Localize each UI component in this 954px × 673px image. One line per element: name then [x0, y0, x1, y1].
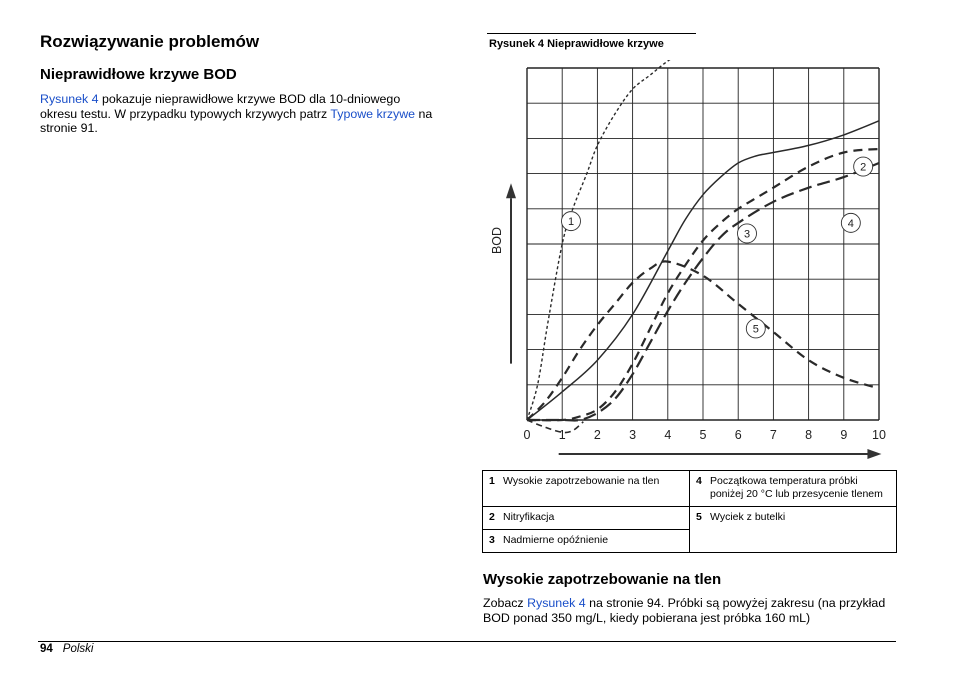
legend-text: Wysokie zapotrzebowanie na tlen: [503, 475, 660, 487]
intro-text-2: na stronie 91.: [40, 106, 433, 135]
footer: [40, 643, 93, 655]
x-tick-label: 6: [734, 428, 742, 442]
high-oxygen-paragraph: [483, 596, 903, 625]
y-axis-label: BOD: [490, 226, 504, 255]
legend-table: [482, 470, 897, 553]
x-tick-label: 7: [769, 428, 777, 442]
curve-marker-label: 2: [860, 161, 867, 174]
x-tick-label: 2: [593, 428, 601, 442]
x-axis-arrow-head: [867, 449, 881, 459]
legend-text: Nadmierne opóźnienie: [503, 534, 609, 546]
page-heading: Rozwiązywanie problemów: [40, 32, 260, 51]
section-heading-high-oxygen: Wysokie zapotrzebowanie na tlen: [483, 571, 722, 588]
figure-caption-rule: [487, 33, 696, 34]
legend-cell-1: [483, 471, 690, 507]
legend-text: Wyciek z butelki: [710, 511, 786, 523]
chart-grid: [527, 68, 879, 420]
x-tick-label: 3: [629, 428, 637, 442]
x-tick-label: 5: [699, 428, 707, 442]
page-number: 94: [40, 643, 53, 655]
curve-marker-label: 4: [847, 217, 854, 230]
section-heading-bod-curves: Nieprawidłowe krzywe BOD: [40, 66, 237, 83]
figure-4-link[interactable]: Rysunek 4: [40, 92, 99, 106]
footer-rule: [38, 641, 896, 642]
typical-curves-link[interactable]: Typowe krzywe: [330, 106, 416, 121]
series-line-extra: [527, 420, 583, 433]
legend-text: Nitryfikacja: [503, 511, 555, 523]
legend-num: 1: [489, 475, 495, 487]
x-tick-label: 9: [840, 428, 848, 442]
x-tick-label: 10: [872, 428, 886, 442]
figure-4-link-2[interactable]: Rysunek 4: [527, 596, 586, 610]
p2-text-2: na stronie 94. Próbki są powyżej zakresu (na przykład BOD ponad 350 mg/L, kiedy pobierana jest próbka 160 mL): [483, 596, 886, 625]
curve-marker-label: 1: [567, 216, 575, 229]
y-axis-arrow-head: [506, 183, 516, 198]
curve-marker-label: 3: [743, 228, 751, 241]
legend-text: Początkowa temperatura próbki poniżej 20 °C lub przesycenie tlenem: [710, 475, 883, 500]
legend-num: 3: [489, 534, 495, 546]
x-tick-label: 0: [523, 428, 531, 442]
chart-axes: [490, 183, 886, 459]
legend-cell-5: [690, 507, 897, 553]
series-line-1: [527, 60, 703, 420]
legend-num: 5: [696, 511, 702, 523]
legend-cell-2: [483, 507, 690, 530]
bod-chart: [486, 60, 896, 460]
figure-caption: Rysunek 4 Nieprawidłowe krzywe: [489, 38, 664, 50]
x-tick-label: 8: [805, 428, 813, 442]
x-tick-label: 4: [664, 428, 672, 442]
x-tick-label: 1: [558, 428, 566, 442]
p2-text-1: Zobacz: [483, 596, 528, 610]
legend-cell-3: [483, 530, 690, 553]
legend-cell-4: [690, 471, 897, 507]
legend-num: 4: [696, 475, 702, 487]
intro-text-1: pokazuje nieprawidłowe krzywe BOD dla 10-dniowego okresu testu. W przypadku typowych krzywych patrz: [40, 92, 401, 121]
legend-num: 2: [489, 511, 495, 523]
intro-paragraph: [40, 92, 440, 136]
footer-language: Polski: [62, 643, 94, 655]
curve-marker-label: 5: [752, 323, 759, 336]
